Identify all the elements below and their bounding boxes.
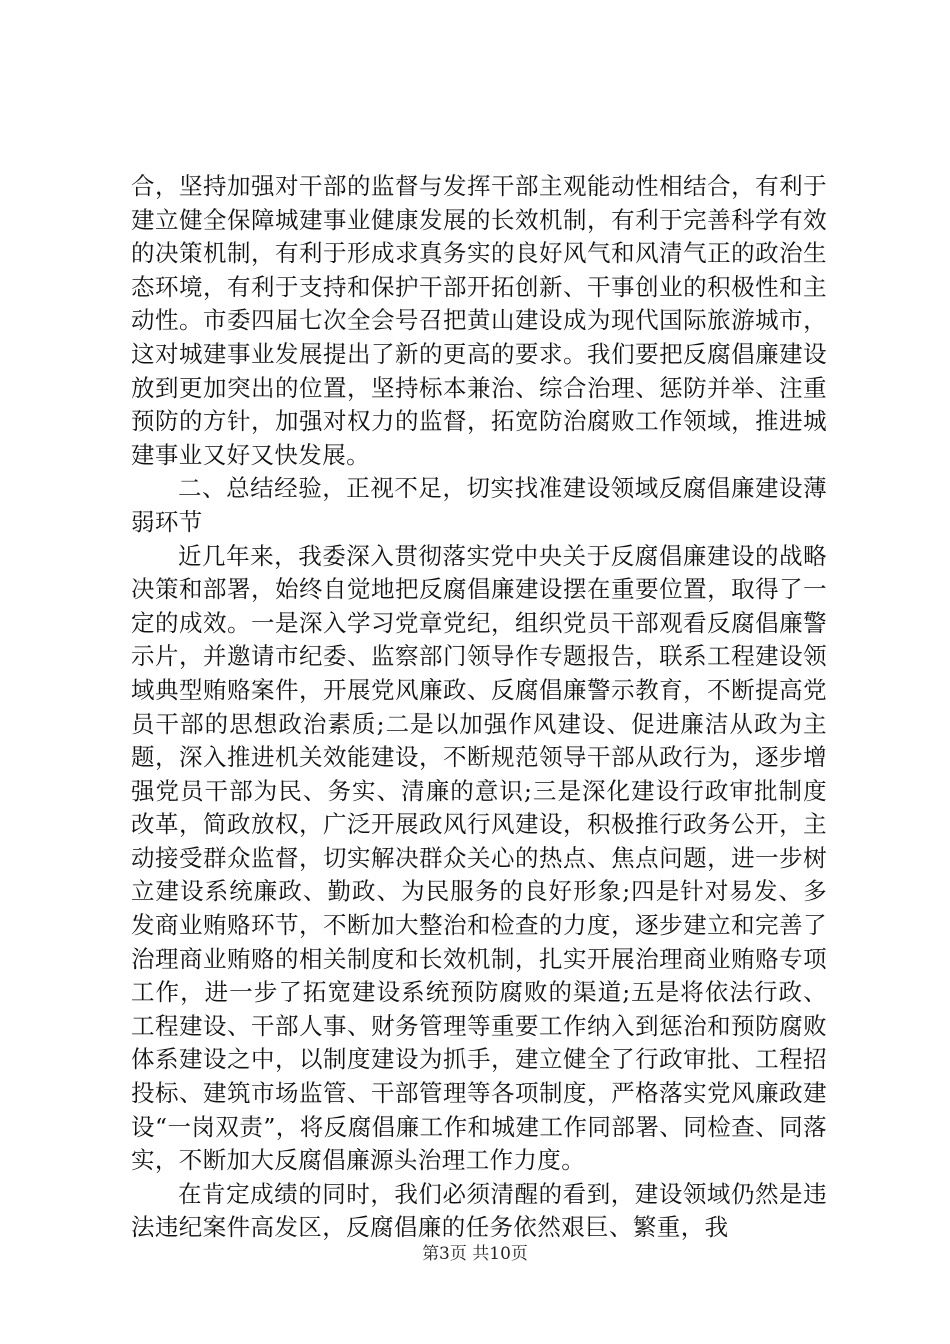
document-body: [131, 170, 827, 1245]
section-heading: 二、总结经验，正视不足，切实找准建设领域反腐倡廉建设薄弱环节: [131, 474, 827, 536]
page-number-footer: 第3页 共10页: [422, 1244, 528, 1264]
paragraph-continuation: 合，坚持加强对干部的监督与发挥干部主观能动性相结合，有利于建立健全保障城建事业健康发展的长效机制，有利于完善科学有效的决策机制，有利于形成求真务实的良好风气和风清气正的政治生态环境，有利于支持和保护干部开拓创新、干事创业的积极性和主动性。市委四届七次全会号召把黄山建设成为现代国际旅游城市，这对城建事业发展提出了新的更高的要求。我们要把反腐倡廉建设放到更加突出的位置，坚持标本兼治、综合治理、惩防并举、注重预防的方针，加强对权力的监督，拓宽防治腐败工作领域，推进城建事业又好又快发展。: [131, 172, 827, 469]
paragraph-achievements: 近几年来，我委深入贯彻落实党中央关于反腐倡廉建设的战略决策和部署，始终自觉地把反腐倡廉建设摆在重要位置，取得了一定的成效。一是深入学习党章党纪，组织党员干部观看反腐倡廉警示片，并邀请市纪委、监察部门领导作专题报告，联系工程建设领域典型贿赂案件，开展党风廉政、反腐倡廉警示教育，不断提高党员干部的思想政治素质;二是以加强作风建设、促进廉洁从政为主题，深入推进机关效能建设，不断规范领导干部从政行为，逐步增强党员干部为民、务实、清廉的意识;三是深化建设行政审批制度改革，简政放权，广泛开展政风行风建设，积极推行政务公开，主动接受群众监督，切实解决群众关心的热点、焦点问题，进一步树立建设系统廉政、勤政、为民服务的良好形象;四是针对易发、多发商业贿赂环节，不断加大整治和检查的力度，逐步建立和完善了治理商业贿赂的相关制度和长效机制，扎实开展治理商业贿赂专项工作，进一步了拓宽建设系统预防腐败的渠道;五是将依法行政、工程建设、干部人事、财务管理等重要工作纳入到惩治和预防腐败体系建设之中，以制度建设为抓手，建立健全了行政审批、工程招投标、建筑市场监管、干部管理等各项制度，严格落实党风廉政建设“一岗双责”，将反腐倡廉工作和城建工作同部署、同检查、同落实，不断加大反腐倡廉源头治理工作力度。: [131, 541, 827, 1175]
paragraph-shortcomings: 在肯定成绩的同时，我们必须清醒的看到，建设领域仍然是违法违纪案件高发区，反腐倡廉的任务依然艰巨、繁重，我: [131, 1179, 827, 1242]
